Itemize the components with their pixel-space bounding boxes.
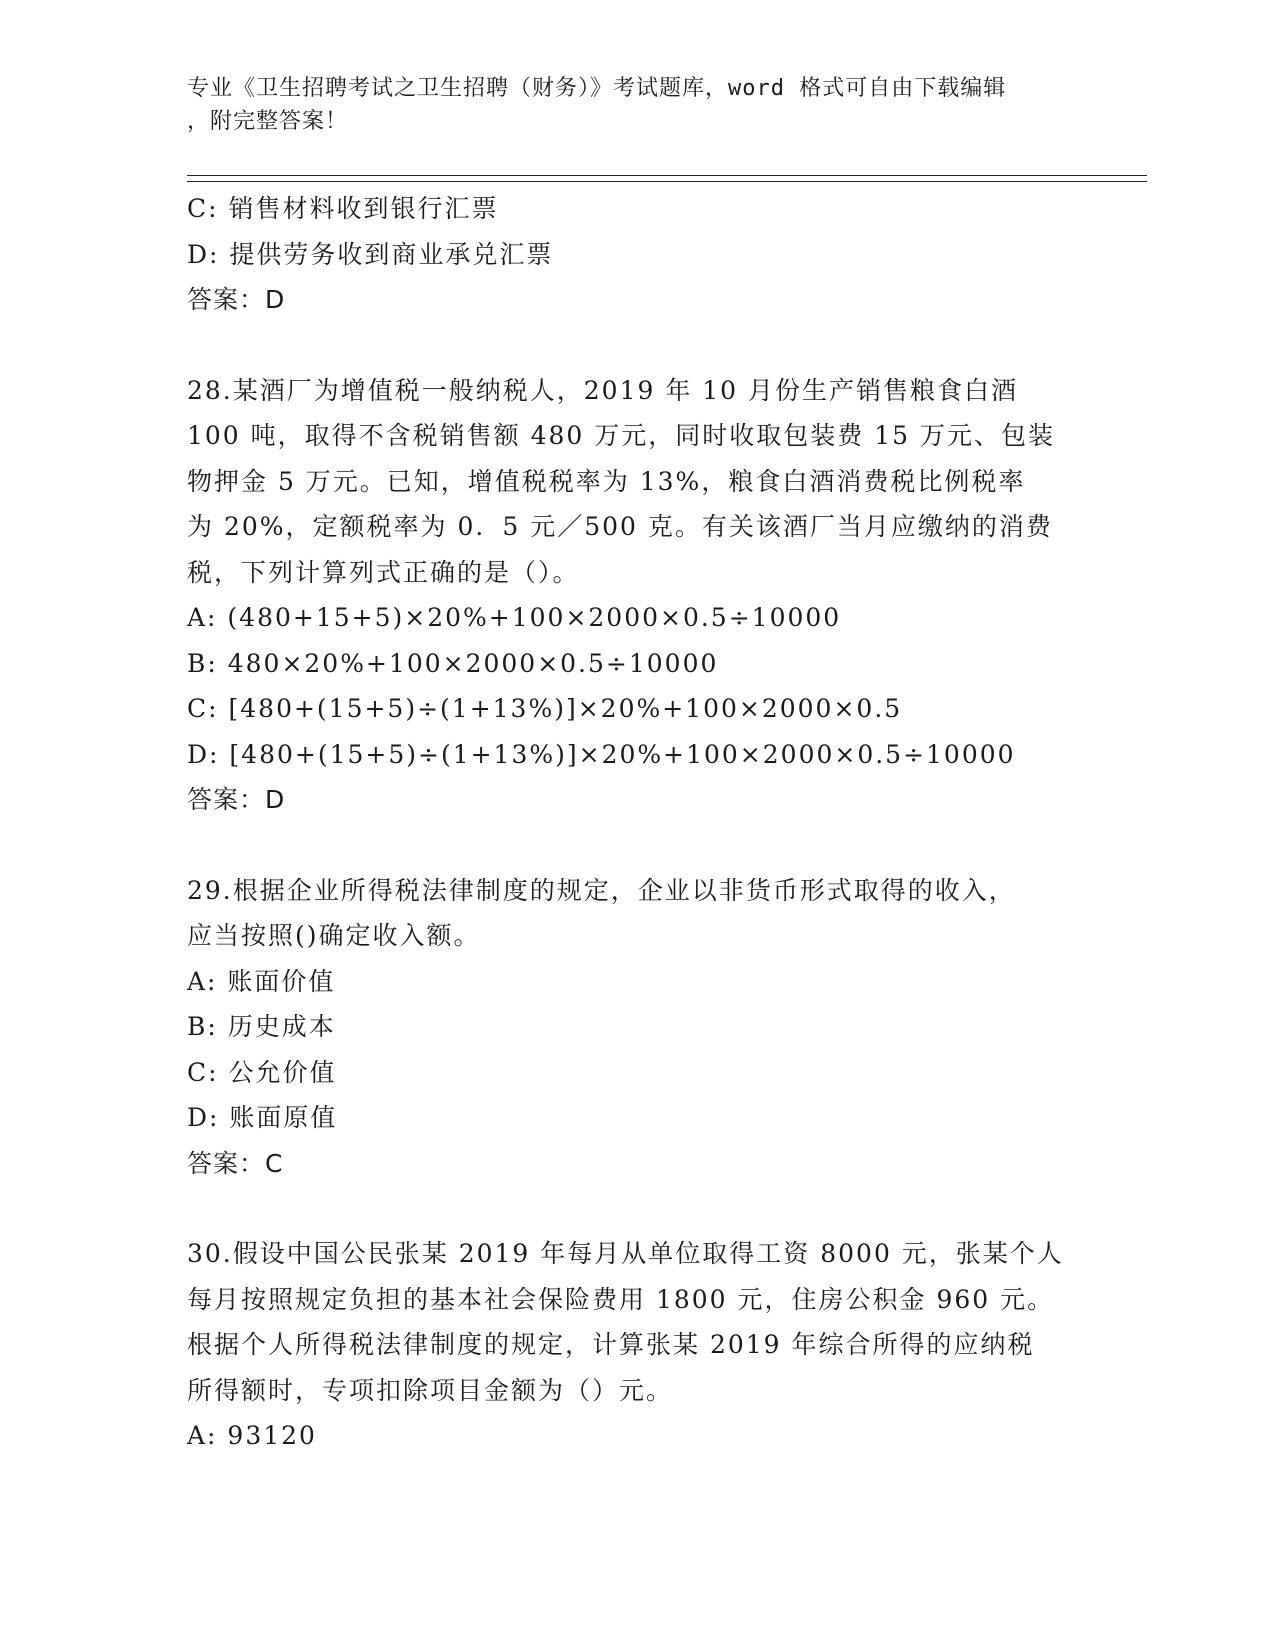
- header-divider-bottom: [187, 181, 1147, 182]
- question-text-line: 28.某酒厂为增值税一般纳税人，2019 年 10 月份生产销售粮食白酒: [187, 375, 1019, 405]
- spacer: [187, 1186, 1087, 1231]
- question-27-partial: [187, 186, 1087, 323]
- option-a: A: 93120: [187, 1421, 317, 1450]
- question-text-line: 物押金 5 万元。已知，增值税税率为 13%，粮食白酒消费税比例税率: [187, 466, 1026, 496]
- question-30: [187, 1231, 1087, 1459]
- question-text-line: 为 20%，定额税率为 0．5 元／500 克。有关该酒厂当月应缴纳的消费: [187, 512, 1053, 541]
- header-title-line-2: ，附完整答案！: [187, 109, 349, 134]
- question-text-line: 所得额时，专项扣除项目金额为（）元。: [187, 1375, 674, 1405]
- spacer: [187, 323, 1087, 368]
- option-a: A: 账面价值: [187, 966, 336, 996]
- answer-line: 答案：C: [187, 1148, 284, 1178]
- question-text-line: 应当按照()确定收入额。: [187, 921, 481, 950]
- header-title-line-1: 专业《卫生招聘考试之卫生招聘（财务）》考试题库，word 格式可自由下载编辑: [187, 76, 1007, 101]
- question-text-line: 30.假设中国公民张某 2019 年每月从单位取得工资 8000 元，张某个人: [187, 1239, 1064, 1268]
- option-b: B: 历史成本: [187, 1012, 336, 1041]
- question-29: [187, 868, 1087, 1187]
- option-c: C: [480+(15+5)÷(1+13%)]×20%+100×2000×0.5: [187, 694, 903, 723]
- question-28: [187, 368, 1087, 823]
- option-c: C: 销售材料收到银行汇票: [187, 194, 499, 223]
- question-text-line: 每月按照规定负担的基本社会保险费用 1800 元，住房公积金 960 元。: [187, 1284, 1055, 1314]
- question-text-line: 根据个人所得税法律制度的规定，计算张某 2019 年综合所得的应纳税: [187, 1330, 1035, 1359]
- option-d: D: 账面原值: [187, 1103, 338, 1132]
- answer-line: 答案：D: [187, 285, 286, 314]
- question-text-line: 100 吨，取得不含税销售额 480 万元，同时收取包装费 15 万元、包装: [187, 421, 1055, 450]
- header-divider-top: [187, 175, 1147, 176]
- option-b: B: 480×20%+100×2000×0.5÷10000: [187, 648, 719, 678]
- document-header: [187, 72, 1087, 138]
- option-a: A: (480+15+5)×20%+100×2000×0.5÷10000: [187, 603, 842, 632]
- option-d: D: 提供劳务收到商业承兑汇票: [187, 239, 554, 269]
- question-text-line: 29.根据企业所得税法律制度的规定，企业以非货币形式取得的收入，: [187, 875, 1016, 905]
- spacer: [187, 823, 1087, 868]
- option-d: D: [480+(15+5)÷(1+13%)]×20%+100×2000×0.5÷10000: [187, 739, 1016, 769]
- question-content: [187, 186, 1087, 1459]
- option-c: C: 公允价值: [187, 1057, 337, 1087]
- question-text-line: 税，下列计算列式正确的是（）。: [187, 557, 580, 587]
- answer-line: 答案：D: [187, 785, 286, 814]
